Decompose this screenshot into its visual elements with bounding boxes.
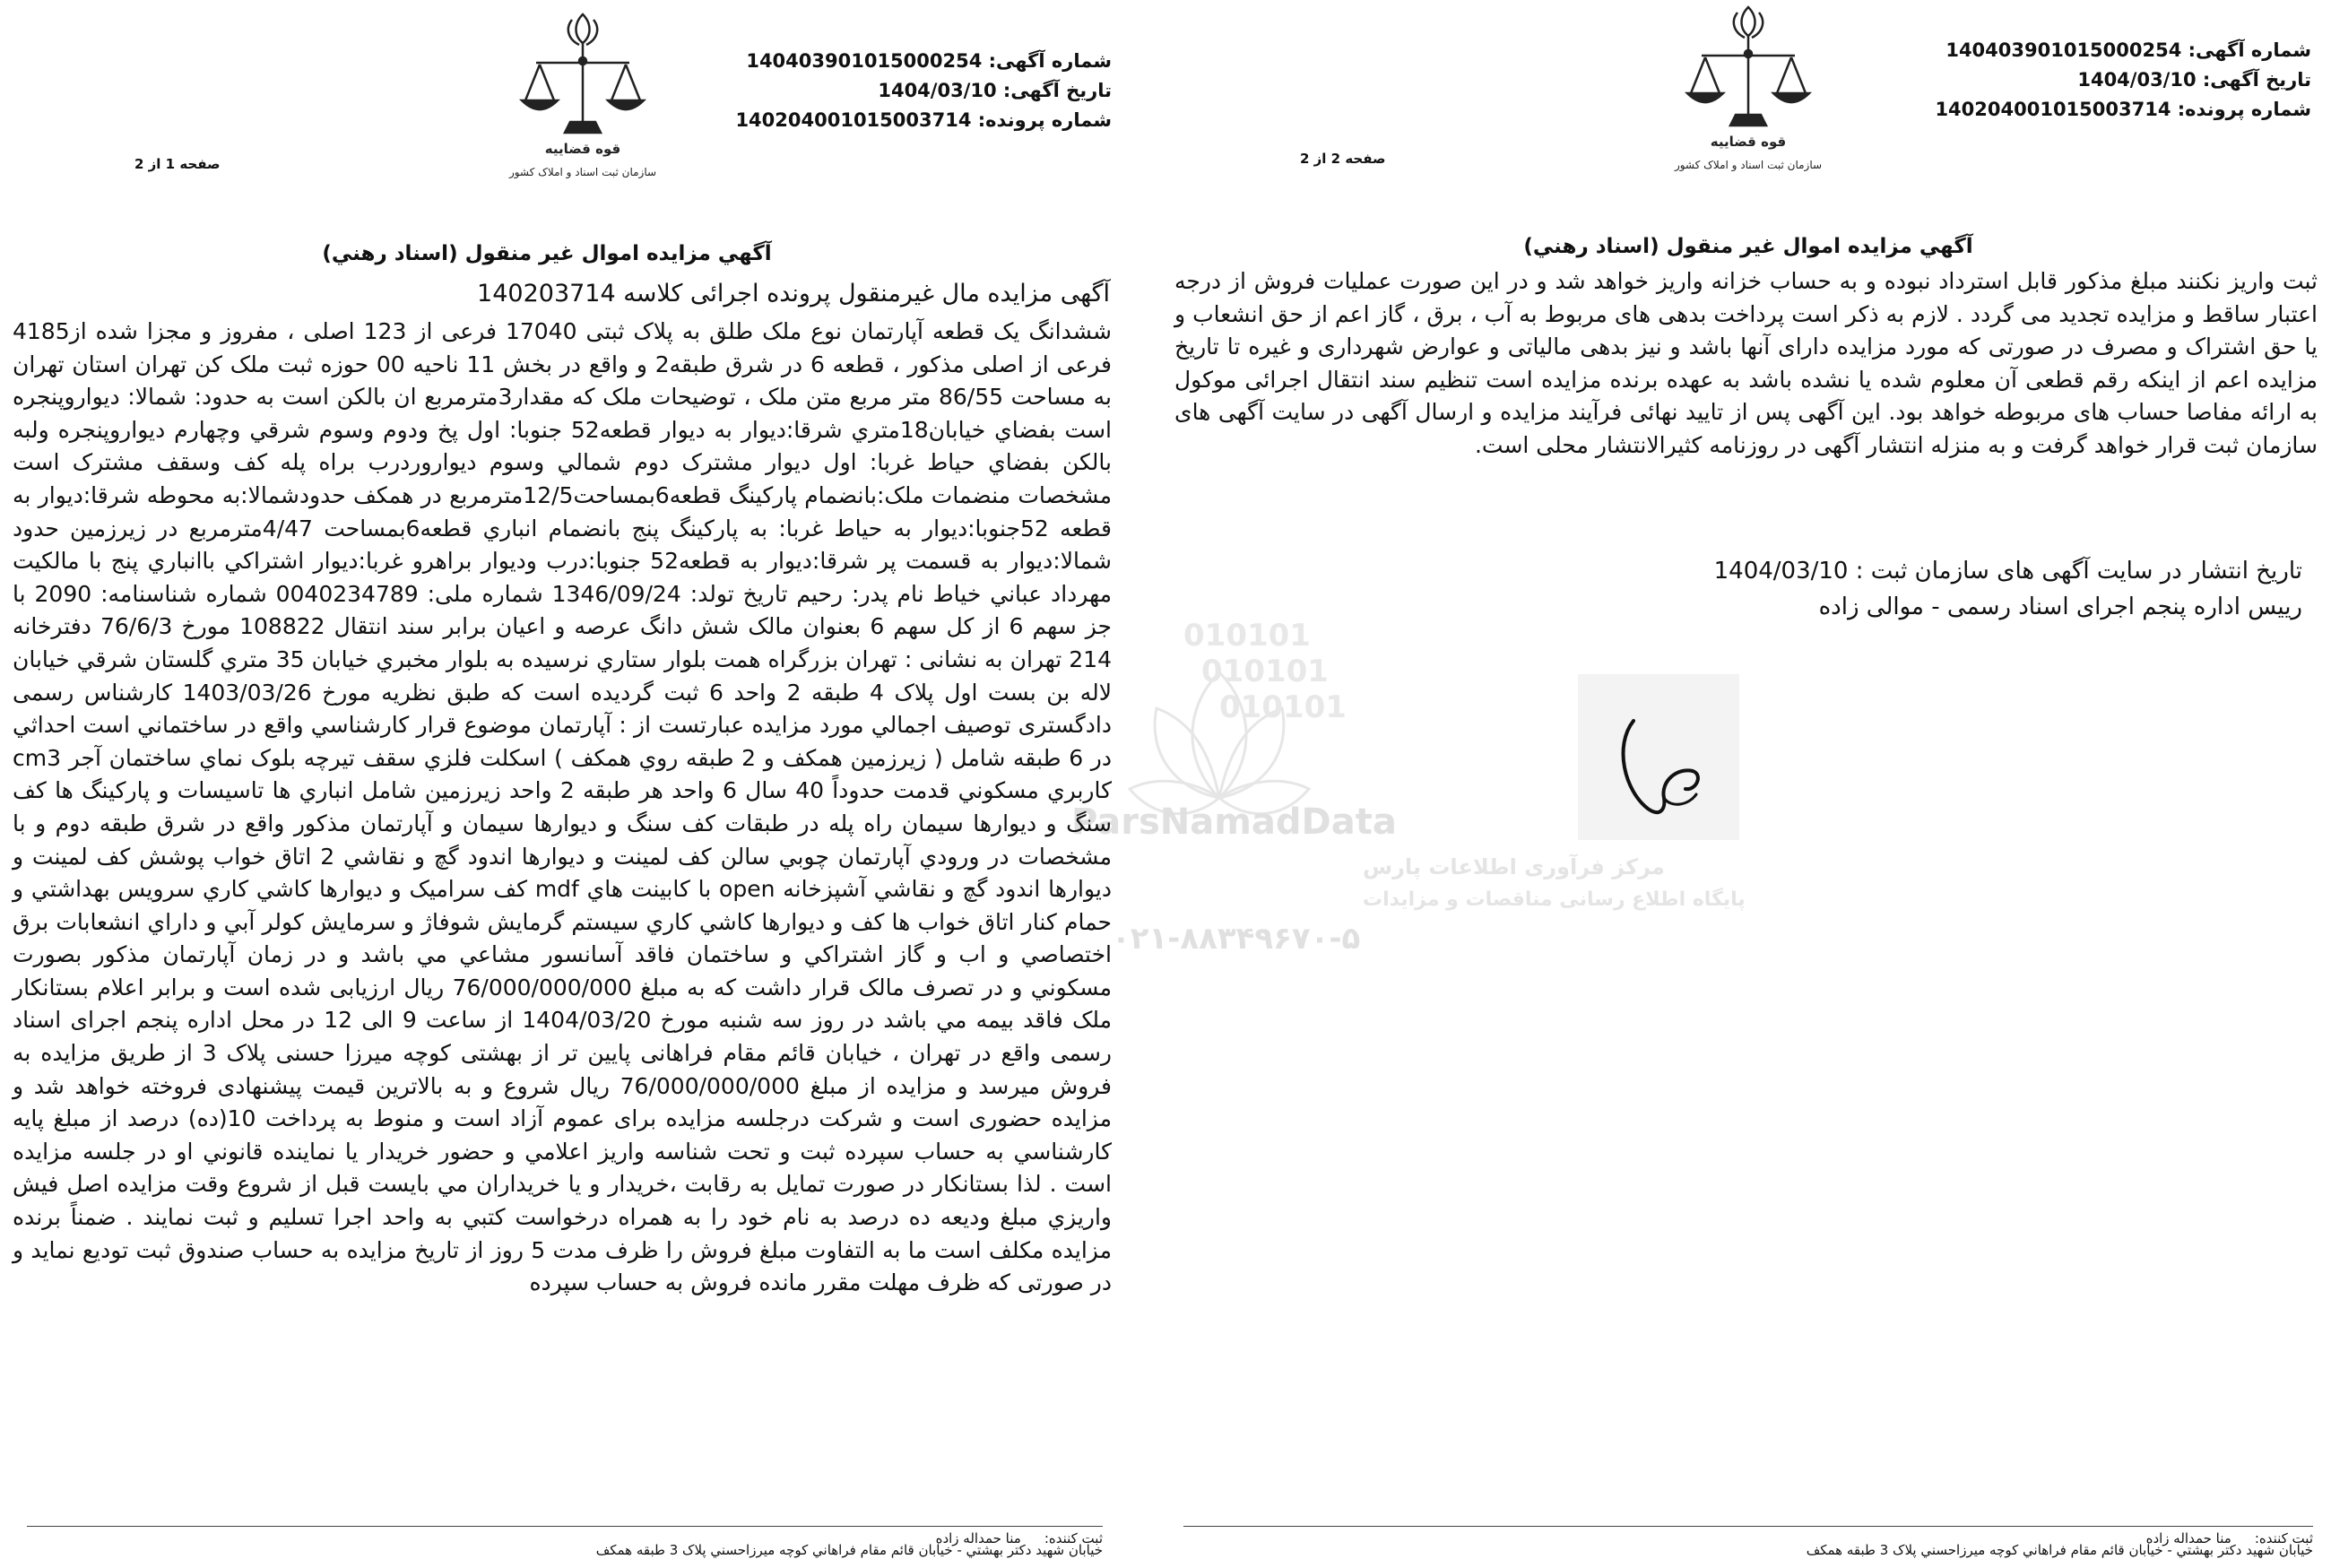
watermark-phone: ۰۲۱-۸۸۳۴۹۶۷۰-۵ — [1112, 921, 1361, 957]
header-meta — [735, 47, 1112, 135]
registrar-name: منا حمداله زاده — [2145, 1530, 2231, 1546]
ad-date-label: تاریخ آگهی: — [1002, 80, 1112, 101]
ad-subtitle: آگهی مزایده مال غیرمنقول پرونده اجرائی کلاسه 140203714 — [477, 280, 1110, 308]
judiciary-emblem — [502, 7, 663, 186]
ad-body-text: ششدانگ يک قطعه آپارتمان نوع ملک طلق به پلاک ثبتی 17040 فرعی از 123 اصلی ، مفروز و مجزا شده از4185 فرعی از اصلی مذکور ، قطعه 6 در شرق طبقه2 و واقع در بخش 11 ناحیه 00 حوزه ثبت ملک کن تهران استان تهران به مساحت 86/55 متر مربع متن ملک ، توضیحات ملک که مقدار3مترمربع ان بالکن است به حدود: شمالا: ديواروپنجره است بفضاي خيابان18متري شرقا:ديوار به ديوار قطعه52 جنوبا: اول پخ ودوم وسوم شرقي وچهارم ديواروپنجره ولبه بالكن بفضاي حياط غربا: اول ديوار مشترک دوم شمالي وسوم ديواروردرب براه پله كف وسقف مشترک است مشخصات منضمات ملک:بانضمام پارکينگ قطعه6بمساحت12/5مترمربع در همكف حدودشمالا:به محوطه شرقا:ديوار به قطعه 52جنوبا:ديوار به حياط غربا: به پارکينگ پنج بانضمام انباري قطعه6بمساحت 4/47مترمربع در زيرزمين حدود شمالا:ديوار به قسمت پر شرقا:ديوار به قطعه52 جنوبا:درب وديوار براهرو غربا:ديوار اشتراكي باانباري پنج با مالكيت مهرداد عباني خياط نام پدر: رحيم تاريخ تولد: 1346/09/24 شماره ملی: 0040234789 شماره شناسنامه: 2090 با جز سهم 6 از كل سهم 6 بعنوان مالک شش دانگ عرصه و اعيان برابر سند انتقال 108822 مورخ 76/6/3 دفترخانه 214 تهران به نشانی : تهران بزرگراه همت بلوار ستاري نرسيده به بلوار مخبري خيابان 35 متري گلستان شرقي خيابان لاله بن بست اول پلاک 4 طبقه 2 واحد 6 ثبت گرديده است كه طبق نظريه مورخ 1403/03/26 كارشناس رسمی دادگستری توصيف اجمالي مورد مزايده عبارتست از : آپارتمان موضوع قرار كارشناسي واقع در ساختماني است احداثي در 6 طبقه شامل ( زيرزمين همكف و 2 طبقه روي همكف ) اسكلت فلزي سقف تيرچه بلوک نماي ساختمان آجر cm3 كاربري مسكوني قدمت حدوداً 40 سال 6 واحد هر طبقه 2 واحد زيرزمين شامل انباري ها تاسيسات و پاركينگ ها كف سنگ و ديوارها سيمان راه پله در طبقات كف سنگ و ديوارها سيمان و آپارتمان مذكور واقع در شرق طبقه دوم و با مشخصات در ورودي آپارتمان چوبي سالن كف لمينت و ديوارها اندود گچ و نقاشي 2 اتاق خواب پوشش كف لمينت و ديوارها اندود گچ و نقاشي آشپزخانه open با كابينت هاي mdf كف سراميک و ديوارها كاشي كاري سرويس بهداشتي و حمام كنار اتاق خواب ها كف و ديوارها كاشي كاري سيستم گرمايش شوفاژ و سرمايش كولر آبي و داراي انشعابات برق اختصاصي و اب و گاز اشتراكي و ساختمان فاقد آسانسور مشاعي مي باشد و در زمان آپارتمان مذكور بصورت مسكوني و در تصرف مالک قرار داشت كه به مبلغ 76/000/000/000 ريال ارزيابی شده است و برابر اعلام بستانكار ملک فاقد بيمه مي باشد در روز سه شنبه مورخ 1404/03/20 از ساعت 9 الی 12 در محل اداره پنجم اجرای اسناد رسمی واقع در تهران ، خيابان قائم مقام فراهانی پايين تر از بهشتی كوچه ميرزا حسنی پلاک 3 از طريق مزايده به فروش ميرسد و مزايده از مبلغ 76/000/000/000 ريال شروع و به بالاترين قيمت پيشنهادی فروخته خواهد شد و مزايده حضوری است و شركت درجلسه مزايده برای عموم آزاد است و منوط به پرداخت 10(ده) درصد از مبلغ پايه كارشناسي به حساب سپرده ثبت و تحت شناسه واريز اعلامي و حضور خريدار يا نماينده قانوني او در جلسه مزايده است . لذا بستانكار در صورت تمايل به رقابت ،خريدار و يا خريداران مي بايست قبل از شروع وقت مزايده اصل فيش واريزي مبلغ وديعه ده درصد به نام خود را به همراه درخواست كتبي به واحد اجرا تسليم و ثبت نمايند . ضمناً برنده مزايده مكلف است ما به التفاوت مبلغ فروش را ظرف مدت 5 روز از تاريخ مزايده به حساب صندوق ثبت توديع نمايد و در صورتی كه ظرف مهلت مقرر مانده فروش به حساب سپرده — [13, 318, 1113, 1296]
case-number-label: شماره پرونده: — [977, 109, 1112, 131]
registrar-name: منا حمداله زاده — [935, 1530, 1021, 1546]
case-number-label: شماره پرونده: — [2177, 99, 2311, 120]
ad-title: آگهي مزايده اموال غير منقول (اسناد رهني) — [322, 242, 772, 265]
ad-number-label: شماره آگهی: — [2188, 39, 2311, 61]
emblem-caption-1: قوه قضاییه — [544, 141, 621, 157]
watermark-binary-1: 010101 — [1183, 618, 1311, 654]
ad-date: 1404/03/10 — [878, 80, 997, 101]
watermark-binary-2: 010101 — [1201, 654, 1329, 689]
case-number: 140204001015003714 — [1935, 99, 2171, 120]
publish-date-label: تاریخ انتشار در سایت آگهی های سازمان ثبت : — [1855, 558, 2302, 585]
emblem-caption-2: سازمان ثبت اسناد و املاک کشور — [1674, 159, 1823, 171]
page-2 — [1166, 0, 2331, 1568]
ad-number: 140403901015000254 — [1945, 39, 2182, 61]
registrar-label: ثبت کننده: — [2254, 1530, 2313, 1546]
ad-body — [1174, 265, 2318, 463]
watermark-line2: پایگاه اطلاع رسانی مناقصات و مزایدات — [1363, 888, 1746, 911]
watermark-binary-3: 010101 — [1219, 689, 1347, 725]
publish-date: 1404/03/10 — [1713, 558, 1849, 585]
ad-title: آگهي مزايده اموال غير منقول (اسناد رهني) — [1523, 235, 1973, 258]
case-number: 140204001015003714 — [735, 109, 972, 131]
emblem-caption-1: قوه قضاییه — [1710, 134, 1787, 150]
watermark-line1: مرکز فرآوری اطلاعات پارس — [1363, 854, 1665, 879]
header-meta — [1935, 36, 2311, 125]
footer-address: خيابان شهيد دكتر بهشتي - خيابان قائم مقام فراهاني كوچه ميرزاحسني پلاک 3 طبقه همكف — [1806, 1542, 2313, 1558]
judiciary-emblem — [1668, 0, 1829, 179]
registrar-label: ثبت كننده: — [1044, 1530, 1103, 1546]
page-number: صفحه 1 از 2 — [134, 156, 221, 172]
emblem-caption-2: سازمان ثبت اسناد و املاک کشور — [508, 166, 657, 178]
signature-image — [1578, 674, 1739, 840]
ad-body — [13, 316, 1112, 1300]
publish-info — [1714, 554, 2302, 588]
ad-body-text: ثبت واریز نکنند مبلغ مذکور قابل استرداد نبوده و به حساب خزانه واریز خواهد شد و در این صورت عملیات فروش از درجه اعتبار ساقط و مزایده تجدید می گردد . لازم به ذکر است پرداخت بدهی های مربوط به آب ، برق ، گاز اعم از حق انشعاب و یا حق اشتراک و مصرف در صورتی که مورد مزایده دارای آنها باشد و نیز بدهی مالیاتی و عوارض شهرداری و غیره تا تاریخ مزایده اعم از اینکه رقم قطعی آن معلوم شده یا نشده باشد به عهده برنده مزایده است تنظیم سند انتقال اجرائی موکول به ارائه مفاصا حساب های مربوطه خواهد بود. این آگهی پس از تایید نهائی فرآیند مزایده و ارسال آگهی در سایت آگهی های سازمان ثبت قرار خواهد گرفت و به منزله انتشار آگهی در روزنامه کثیرالانتشار محلی است. — [1174, 268, 2318, 458]
page-number: صفحه 2 از 2 — [1300, 151, 1386, 167]
ad-number: 140403901015000254 — [746, 50, 983, 72]
ad-number-label: شماره آگهی: — [988, 50, 1112, 72]
footer-address: خيابان شهيد دكتر بهشتي - خيابان قائم مقام فراهاني كوچه ميرزاحسني پلاک 3 طبقه همكف — [595, 1542, 1103, 1558]
signatory: رییس اداره پنجم اجرای اسناد رسمی - موالی زاده — [1818, 593, 2302, 620]
ad-date: 1404/03/10 — [2077, 69, 2197, 91]
watermark-brand: ParsNamadData — [1071, 801, 1397, 843]
ad-date-label: تاریخ آگهی: — [2202, 69, 2311, 91]
